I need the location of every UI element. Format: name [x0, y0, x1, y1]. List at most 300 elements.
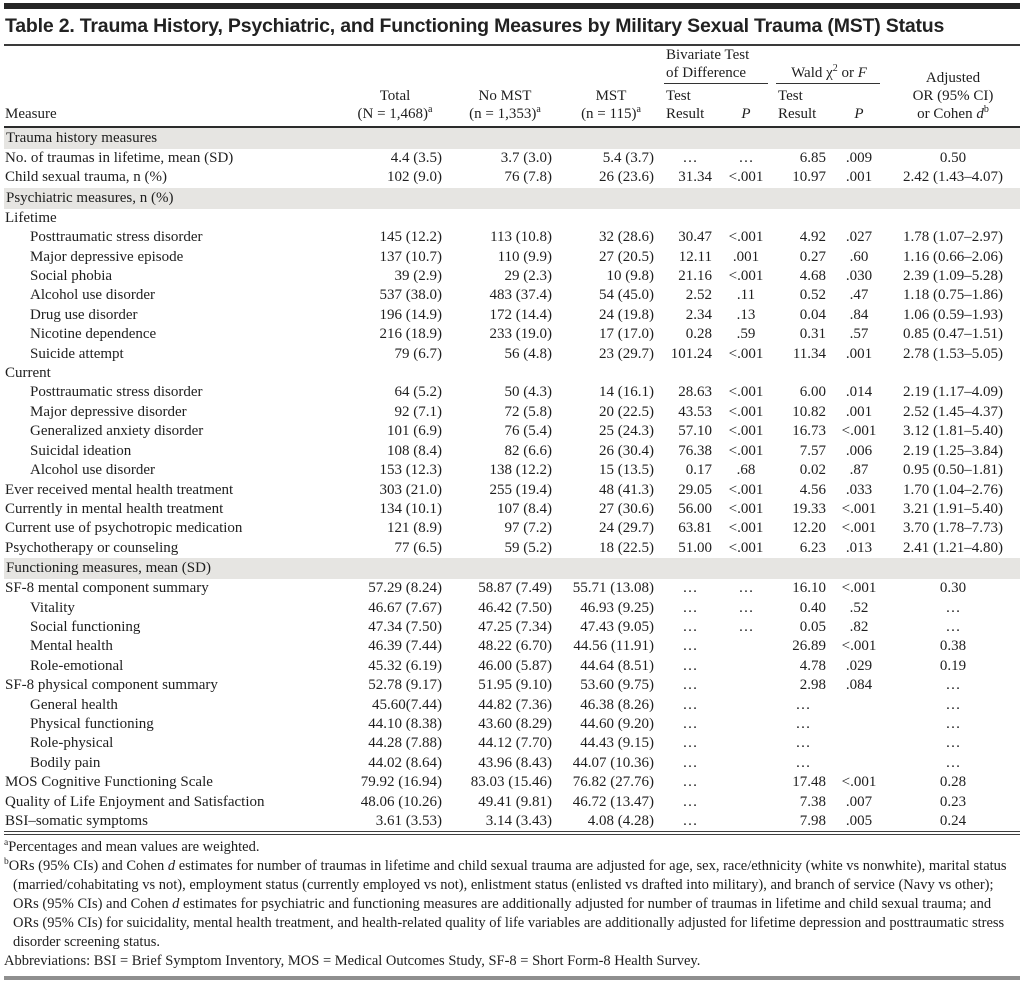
cell: <.001 — [728, 169, 764, 186]
superscript-a: a — [536, 104, 541, 115]
cell: 1.16 (0.66–2.06) — [903, 248, 1004, 265]
cell: 3.61 (3.53) — [375, 813, 442, 829]
col-header-bivariate-test-result: Test Result — [662, 87, 718, 127]
col-header-bivariate-spanner — [662, 46, 774, 87]
cell: <.001 — [728, 539, 764, 556]
cell: … — [738, 618, 754, 635]
cell: 2.19 (1.25–3.84) — [903, 442, 1004, 459]
cell — [832, 734, 886, 753]
cell: 145 (12.2) — [379, 229, 442, 246]
cell: … — [682, 813, 698, 829]
cell: 16.10 — [792, 580, 827, 597]
cell: 121 (8.9) — [387, 520, 442, 537]
table-row — [4, 168, 1020, 187]
cell: .033 — [845, 481, 873, 498]
cell: 6.23 — [799, 539, 827, 556]
cell: … — [682, 677, 698, 694]
cell: 0.31 — [799, 326, 827, 343]
cell: 3.70 (1.78–7.73) — [903, 520, 1004, 537]
cell: 47.43 (9.05) — [580, 618, 654, 635]
cell: 0.38 — [939, 638, 967, 655]
col-header-bivariate-p: P — [718, 87, 774, 127]
cell: … — [682, 657, 698, 674]
cell: 0.24 — [939, 813, 967, 829]
cell: 17 (17.0) — [599, 326, 654, 343]
table-row — [4, 773, 1020, 792]
footnote-a-text: Percentages and mean values are weighted. — [8, 839, 260, 856]
cell: 2.34 — [685, 306, 712, 323]
col-header-total-line2: (N = 1,468)$^a$ — [357, 104, 433, 122]
cell — [832, 696, 886, 715]
measure-label: Bodily pain — [30, 754, 101, 771]
cell: 1.18 (0.75–1.86) — [903, 287, 1004, 304]
measure-label: Generalized anxiety disorder — [30, 423, 204, 440]
cell: 2.52 (1.45–4.37) — [903, 403, 1004, 420]
cell: <.001 — [728, 481, 764, 498]
cell: 233 (19.0) — [489, 326, 552, 343]
col-header-total-line1: Total — [379, 88, 411, 104]
cell: 23 (29.7) — [599, 345, 654, 362]
cell: 11.34 — [792, 345, 827, 362]
cell: 303 (21.0) — [379, 481, 442, 498]
cell — [774, 209, 832, 228]
cell: 46.00 (5.87) — [478, 657, 552, 674]
cell: 57.10 — [678, 423, 712, 440]
cell: .001 — [845, 403, 873, 420]
cell: 137 (10.7) — [379, 248, 442, 265]
superscript-b: b — [983, 104, 989, 115]
table-row — [4, 539, 1020, 558]
cell: .87 — [849, 462, 869, 479]
footnote-abbreviations: Abbreviations: BSI = Brief Symptom Inventory, MOS = Medical Outcomes Study, SF-8 = Short Form-8 Health Survey. — [4, 953, 701, 970]
measure-label: Suicidal ideation — [30, 442, 132, 459]
cell: 58.87 (7.49) — [478, 580, 552, 597]
cell: … — [682, 715, 698, 732]
cell: 46.67 (7.67) — [368, 599, 442, 616]
cell: <.001 — [841, 423, 877, 440]
table-row — [4, 734, 1020, 753]
section-label: Psychiatric measures, n (%) — [4, 188, 1020, 209]
cell: 7.38 — [799, 793, 827, 810]
cell: 44.64 (8.51) — [580, 657, 654, 674]
cell — [340, 209, 450, 228]
cell: … — [682, 696, 698, 713]
cell: 4.56 — [799, 481, 827, 498]
cell: … — [682, 774, 698, 791]
cell — [886, 209, 1020, 228]
f-statistic-symbol: F — [857, 65, 867, 81]
measure-label: Quality of Life Enjoyment and Satisfaction — [5, 793, 265, 810]
cell: 0.28 — [685, 326, 712, 343]
cell: 26 (30.4) — [599, 442, 654, 459]
col-header-no-mst-line1: No MST — [478, 88, 532, 104]
cell: <.001 — [728, 268, 764, 285]
table-header — [4, 46, 1020, 127]
cell: 4.92 — [799, 229, 827, 246]
cell: .001 — [845, 345, 873, 362]
table-row — [4, 793, 1020, 812]
col-header-mst-line1: MST — [595, 88, 627, 104]
cell: 45.32 (6.19) — [368, 657, 442, 674]
cell: 10.82 — [792, 403, 827, 420]
measure-label: Alcohol use disorder — [30, 462, 155, 479]
cell: 113 (10.8) — [490, 229, 552, 246]
cell: 43.60 (8.29) — [478, 715, 552, 732]
cell — [718, 657, 774, 676]
col-header-adjusted-line3: or Cohen $d^b$ — [917, 104, 989, 122]
measure-label: Major depressive disorder — [30, 403, 187, 420]
table-row — [4, 442, 1020, 461]
cell: .007 — [845, 793, 873, 810]
cell: .11 — [736, 287, 756, 304]
table-row — [4, 383, 1020, 402]
cell: .47 — [849, 287, 869, 304]
cell: 49.41 (9.81) — [478, 793, 552, 810]
measure-label: Role-emotional — [30, 657, 124, 674]
cell: 55.71 (13.08) — [572, 580, 654, 597]
table-row — [4, 812, 1020, 831]
cell: 4.08 (4.28) — [587, 813, 654, 829]
cell: … — [682, 599, 698, 616]
cell: 3.14 (3.43) — [485, 813, 552, 829]
table-row — [4, 696, 1020, 715]
cell — [718, 676, 774, 695]
footnote-b-text: ORs (95% CIs) and Cohen d estimates for number of traumas in lifetime and child sexual trauma are adjusted for age, sex, race/ethnicity (white vs nonwhite), marital status (married/cohabitating vs not), employment status (currently employed vs not), enlistment status (enlisted vs drafted into military), and branch of service (Navy vs other); ORs (95% CIs) and Cohen d estimates for psychiatric and functioning measures are additionally adjusted for number of traumas in lifetime and child sexual trauma; and ORs (95% CIs) for suicidality, mental health treatment, and health-related quality of life variables are additionally adjusted for lifetime depression and posttraumatic stress disorder screening status. — [8, 858, 1007, 951]
cell: <.001 — [841, 520, 877, 537]
cell: .006 — [845, 442, 873, 459]
cell — [662, 364, 718, 383]
cell: … — [795, 754, 811, 771]
section-label: Trauma history measures — [4, 127, 1020, 149]
cell: 5.4 (3.7) — [602, 150, 654, 166]
table-row — [4, 422, 1020, 441]
cell — [832, 209, 886, 228]
cell: 0.85 (0.47–1.51) — [903, 326, 1004, 343]
cell: 24 (29.7) — [599, 520, 654, 537]
cell: 2.42 (1.43–4.07) — [903, 169, 1004, 186]
table-row — [4, 403, 1020, 422]
cell: 30.47 — [678, 229, 712, 246]
table-body — [4, 127, 1020, 831]
footnote-a-marker: a — [4, 838, 9, 849]
col-header-adjusted-or — [886, 46, 1020, 127]
cell — [832, 364, 886, 383]
cell: … — [738, 150, 754, 166]
cell: .68 — [736, 462, 756, 479]
cell: .030 — [845, 268, 873, 285]
cell: 12.20 — [792, 520, 827, 537]
header-row-top — [4, 46, 1020, 87]
cell: 2.41 (1.21–4.80) — [903, 539, 1004, 556]
cell: 28.63 — [678, 384, 712, 401]
cell — [718, 754, 774, 773]
cell — [718, 715, 774, 734]
cell: 76 (5.4) — [504, 423, 552, 440]
cell: 0.40 — [799, 599, 827, 616]
cell: <.001 — [841, 638, 877, 655]
cell: 110 (9.9) — [497, 248, 552, 265]
cell — [718, 793, 774, 812]
cell: … — [682, 580, 698, 597]
cell: 46.93 (9.25) — [580, 599, 654, 616]
measure-label: Lifetime — [5, 209, 57, 226]
table-row — [4, 579, 1020, 598]
cell: 44.43 (9.15) — [580, 735, 654, 752]
cell: 92 (7.1) — [394, 403, 442, 420]
cell — [450, 364, 560, 383]
cell: 54 (45.0) — [599, 287, 654, 304]
table-row — [4, 286, 1020, 305]
cell: <.001 — [728, 384, 764, 401]
table-row — [4, 481, 1020, 500]
cell: 196 (14.9) — [379, 306, 442, 323]
cell: 0.17 — [685, 462, 712, 479]
cell: <.001 — [841, 500, 877, 517]
cell: 0.27 — [799, 248, 827, 265]
cell: <.001 — [728, 423, 764, 440]
cell: 46.42 (7.50) — [478, 599, 552, 616]
col-header-adjusted-line2: OR (95% CI) — [912, 88, 994, 104]
cell: 0.28 — [939, 774, 967, 791]
cell: 44.82 (7.36) — [478, 696, 552, 713]
table-row — [4, 715, 1020, 734]
cell — [718, 773, 774, 792]
cell: 43.53 — [678, 403, 712, 420]
measure-label: No. of traumas in lifetime, mean (SD) — [5, 150, 234, 166]
cell: <.001 — [841, 774, 877, 791]
measure-label: Current use of psychotropic medication — [5, 520, 243, 537]
cell — [662, 209, 718, 228]
table-row — [4, 461, 1020, 480]
cell: 138 (12.2) — [489, 462, 552, 479]
cell: <.001 — [841, 580, 877, 597]
measure-label: Alcohol use disorder — [30, 287, 155, 304]
cell: 0.30 — [939, 580, 967, 597]
cell: 31.34 — [678, 169, 712, 186]
cell: 101.24 — [670, 345, 712, 362]
cell: 3.7 (3.0) — [500, 150, 552, 166]
cell: <.001 — [728, 229, 764, 246]
cell: … — [738, 580, 754, 597]
cell: .009 — [845, 150, 873, 166]
measure-label: Vitality — [30, 599, 75, 616]
cell: 17.48 — [792, 774, 827, 791]
cell: 4.78 — [799, 657, 827, 674]
cell: .027 — [845, 229, 873, 246]
col-header-wald-spanner — [774, 46, 886, 87]
cell: 48.06 (10.26) — [360, 793, 442, 810]
cell: 97 (7.2) — [504, 520, 552, 537]
cell: 2.19 (1.17–4.09) — [903, 384, 1004, 401]
cell: 0.50 — [939, 150, 967, 166]
cell: 2.98 — [799, 677, 827, 694]
superscript-a: a — [428, 104, 433, 115]
cell — [774, 364, 832, 383]
cell: 172 (14.4) — [489, 306, 552, 323]
measure-label: Posttraumatic stress disorder — [30, 384, 203, 401]
cell: .57 — [849, 326, 869, 343]
footnote-b-marker: b — [4, 857, 9, 868]
table-row — [4, 519, 1020, 538]
cell: .52 — [849, 599, 869, 616]
measure-label: Child sexual trauma, n (%) — [5, 169, 168, 186]
cell: .005 — [845, 813, 873, 829]
cell: 0.23 — [939, 793, 967, 810]
measure-label: SF-8 physical component summary — [5, 677, 218, 694]
cell: … — [945, 618, 961, 635]
measure-label: Currently in mental health treatment — [5, 500, 224, 517]
measure-label: Suicide attempt — [30, 345, 124, 362]
cell: 15 (13.5) — [599, 462, 654, 479]
cell: … — [738, 599, 754, 616]
table-row — [4, 618, 1020, 637]
table-row — [4, 149, 1020, 168]
cell — [718, 696, 774, 715]
wald-spanner-label: Wald $\chi^2$ or F — [776, 64, 880, 84]
cell: … — [682, 754, 698, 771]
cell: <.001 — [728, 520, 764, 537]
table-row — [4, 228, 1020, 247]
cell: … — [795, 696, 811, 713]
cell: 255 (19.4) — [489, 481, 552, 498]
cell: 47.34 (7.50) — [368, 618, 442, 635]
cell: 46.39 (7.44) — [368, 638, 442, 655]
cell: 108 (8.4) — [387, 442, 442, 459]
cell: 101 (6.9) — [387, 423, 442, 440]
cell: 76 (7.8) — [504, 169, 552, 186]
cell: 107 (8.4) — [497, 500, 552, 517]
table-row — [4, 325, 1020, 344]
cell: 56 (4.8) — [504, 345, 552, 362]
measure-label: Posttraumatic stress disorder — [30, 229, 203, 246]
cell: 0.52 — [799, 287, 827, 304]
col-header-measure: Measure — [4, 46, 340, 127]
cell: 52.78 (9.17) — [368, 677, 442, 694]
cell: 76.82 (27.76) — [572, 774, 654, 791]
cell: 134 (10.1) — [379, 500, 442, 517]
section-row — [4, 127, 1020, 149]
cell: 102 (9.0) — [387, 169, 442, 186]
cell: .029 — [845, 657, 873, 674]
measure-label: Psychotherapy or counseling — [5, 539, 179, 556]
cell: … — [945, 715, 961, 732]
cell: 27 (30.6) — [599, 500, 654, 517]
col-header-adjusted-line1: Adjusted — [925, 70, 981, 86]
cell: 29 (2.3) — [504, 268, 552, 285]
table-row — [4, 637, 1020, 656]
footnote-b — [4, 857, 1020, 952]
bottom-rule — [4, 976, 1020, 980]
cell: 21.16 — [678, 268, 712, 285]
cell: 216 (18.9) — [379, 326, 442, 343]
cell: … — [945, 754, 961, 771]
cell: 10 (9.8) — [606, 268, 654, 285]
measure-label: Current — [5, 365, 51, 382]
cell: .014 — [845, 384, 873, 401]
col-header-wald-p: P — [832, 87, 886, 127]
cell: .59 — [736, 326, 756, 343]
cell: 7.57 — [799, 442, 827, 459]
table-row — [4, 676, 1020, 695]
cell: 2.78 (1.53–5.05) — [903, 345, 1004, 362]
cell: <.001 — [728, 403, 764, 420]
cell: 53.60 (9.75) — [580, 677, 654, 694]
cell: 27 (20.5) — [599, 248, 654, 265]
cell: 16.73 — [792, 423, 827, 440]
cell: 44.10 (8.38) — [368, 715, 442, 732]
cell: 483 (37.4) — [489, 287, 552, 304]
cell: 537 (38.0) — [379, 287, 442, 304]
table-row — [4, 599, 1020, 618]
cell: 79.92 (16.94) — [360, 774, 442, 791]
cell: 59 (5.2) — [504, 539, 552, 556]
cell — [718, 637, 774, 656]
cell — [718, 812, 774, 831]
cell: 2.52 — [685, 287, 712, 304]
cell: 72 (5.8) — [504, 403, 552, 420]
cell — [340, 364, 450, 383]
cell: 19.33 — [792, 500, 827, 517]
cell: 14 (16.1) — [599, 384, 654, 401]
cell: … — [945, 599, 961, 616]
cell: 82 (6.6) — [504, 442, 552, 459]
cell: 18 (22.5) — [599, 539, 654, 556]
subsection-row — [4, 364, 1020, 383]
table-title: Table 2. Trauma History, Psychiatric, and Functioning Measures by Military Sexual Trauma (MST) Status — [5, 15, 945, 37]
cell: 47.25 (7.34) — [478, 618, 552, 635]
col-header-mst-line2: (n = 115)$^a$ — [581, 104, 641, 122]
cell: 0.02 — [799, 462, 827, 479]
cell: <.001 — [728, 442, 764, 459]
cell: 63.81 — [678, 520, 712, 537]
cell: .001 — [845, 169, 873, 186]
cell: 44.56 (11.91) — [573, 638, 654, 655]
cell: 79 (6.7) — [394, 345, 442, 362]
cell: 51.00 — [678, 539, 712, 556]
cell: 26.89 — [792, 638, 827, 655]
cell: .84 — [849, 306, 869, 323]
measure-label: Nicotine dependence — [30, 326, 157, 343]
cell: … — [945, 696, 961, 713]
measure-label: Major depressive episode — [30, 248, 184, 265]
cell: 12.11 — [678, 248, 712, 265]
measure-label: Physical functioning — [30, 715, 154, 732]
cell — [560, 364, 662, 383]
cell: 1.70 (1.04–2.76) — [903, 481, 1004, 498]
table-row — [4, 306, 1020, 325]
bivariate-spanner-label: Bivariate Test of Difference — [664, 46, 768, 84]
col-header-no-mst-line2: (n = 1,353)$^a$ — [469, 104, 541, 122]
measure-label: Role-physical — [30, 735, 114, 752]
cell — [718, 209, 774, 228]
cell: … — [945, 735, 961, 752]
table-row — [4, 345, 1020, 364]
cell: 50 (4.3) — [504, 384, 552, 401]
table-row — [4, 248, 1020, 267]
cell: 57.29 (8.24) — [368, 580, 442, 597]
cell: .13 — [736, 306, 756, 323]
cell: 39 (2.9) — [394, 268, 442, 285]
cell: … — [682, 638, 698, 655]
col-header-wald-test-result: Test Result — [774, 87, 832, 127]
cell: 44.02 (8.64) — [368, 754, 442, 771]
measure-label: Social functioning — [30, 618, 141, 635]
cell: … — [945, 677, 961, 694]
cell — [450, 209, 560, 228]
cell: … — [682, 618, 698, 635]
cell: 77 (6.5) — [394, 539, 442, 556]
cell: 26 (23.6) — [599, 169, 654, 186]
